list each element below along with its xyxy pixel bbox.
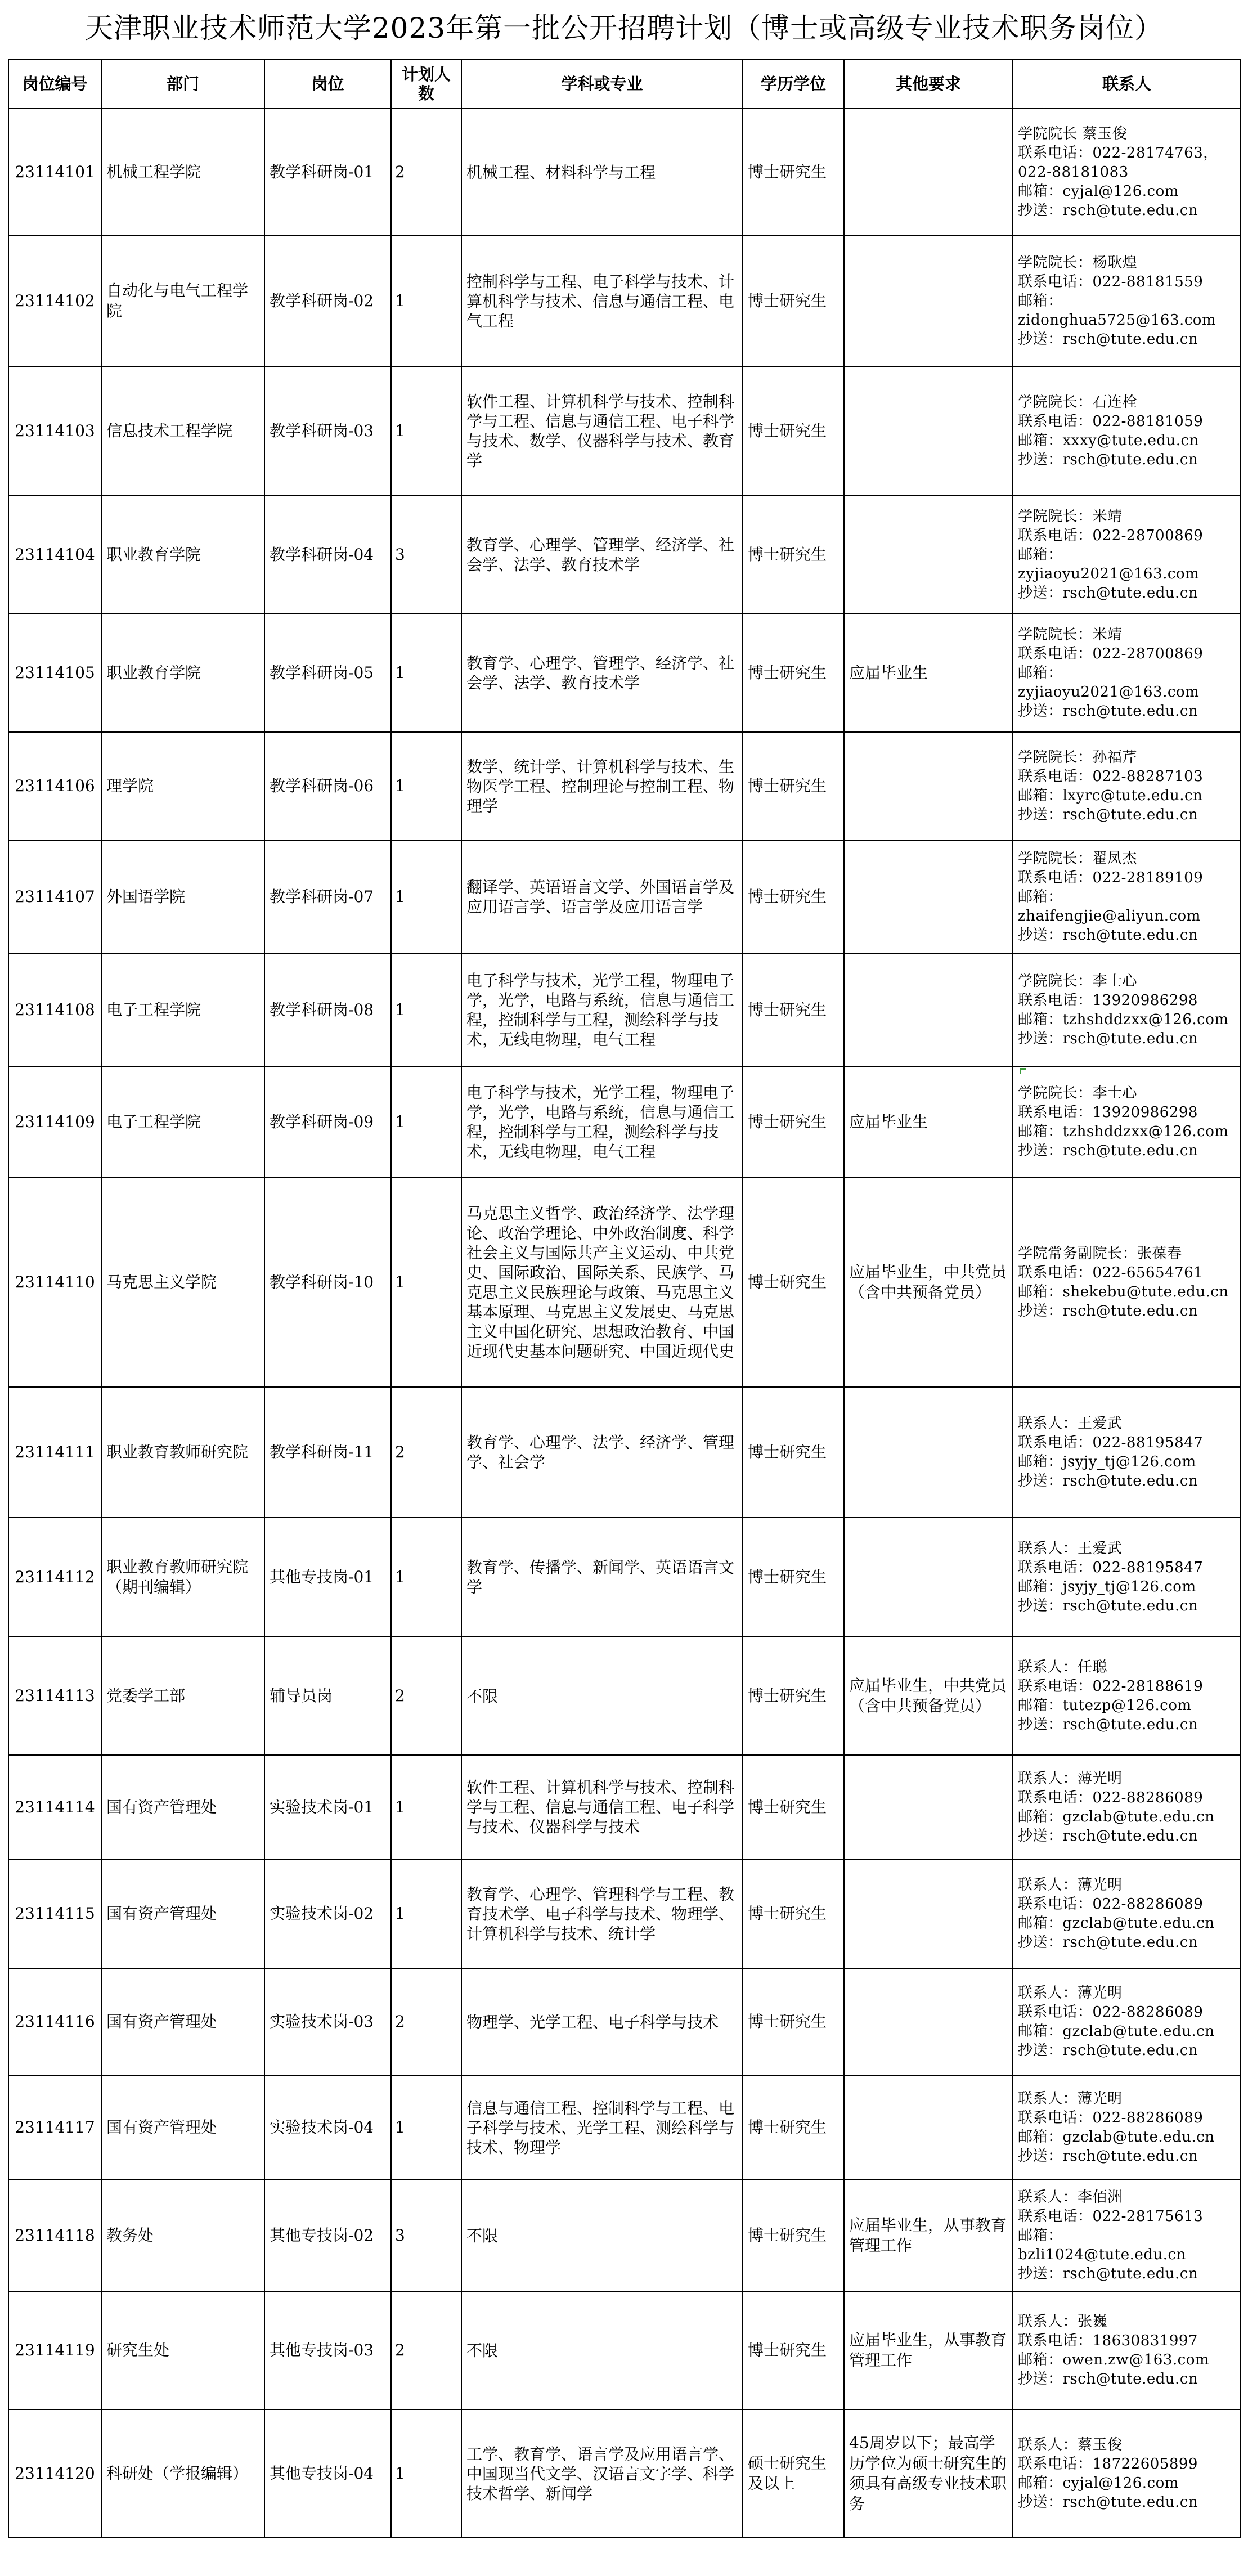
- cell-code: 23114110: [8, 1178, 101, 1387]
- table-row: [8, 2075, 1241, 2180]
- cell-degree: 博士研究生: [743, 366, 844, 496]
- cell-contact: 学院院长 蔡玉俊 联系电话：022-28174763， 022-88181083 邮箱：cyjal@126.com 抄送：rsch@tute.edu.cn: [1013, 109, 1241, 236]
- cell-other: [844, 236, 1013, 366]
- cell-major: 控制科学与工程、电子科学与技术、计算机科学与技术、信息与通信工程、电气工程: [461, 236, 743, 366]
- cell-contact: 学院院长：杨耿煌 联系电话：022-88181559 邮箱： zidonghua5725@163.com 抄送：rsch@tute.edu.cn: [1013, 236, 1241, 366]
- cell-other: [844, 954, 1013, 1066]
- cell-dept: 国有资产管理处: [101, 2075, 264, 2180]
- table-row: [8, 1755, 1241, 1859]
- cell-dept: 职业教育教师研究院（期刊编辑）: [101, 1518, 264, 1637]
- cell-major: 教育学、心理学、管理学、经济学、社会学、法学、教育技术学: [461, 614, 743, 732]
- cell-degree: 硕士研究生及以上: [743, 2409, 844, 2538]
- cell-post: 教学科研岗-06: [264, 732, 391, 840]
- cell-other: 应届毕业生，从事教育管理工作: [844, 2180, 1013, 2291]
- cell-contact: 学院院长：米靖 联系电话：022-28700869 邮箱： zyjiaoyu2021@163.com 抄送：rsch@tute.edu.cn: [1013, 496, 1241, 614]
- cell-post: 教学科研岗-09: [264, 1066, 391, 1178]
- cell-post: 教学科研岗-11: [264, 1387, 391, 1518]
- table-row: [8, 1637, 1241, 1755]
- cell-dept: 自动化与电气工程学院: [101, 236, 264, 366]
- cell-num: 2: [391, 1387, 461, 1518]
- cell-major: 教育学、心理学、管理科学与工程、教育技术学、电子科学与技术、物理学、计算机科学与技术、统计学: [461, 1859, 743, 1968]
- cell-degree: 博士研究生: [743, 1637, 844, 1755]
- cell-code: 23114108: [8, 954, 101, 1066]
- cell-dept: 国有资产管理处: [101, 1859, 264, 1968]
- cell-num: 2: [391, 1637, 461, 1755]
- cell-code: 23114101: [8, 109, 101, 236]
- cell-degree: 博士研究生: [743, 1387, 844, 1518]
- cell-contact: 联系人：张巍 联系电话：18630831997 邮箱：owen.zw@163.com 抄送：rsch@tute.edu.cn: [1013, 2291, 1241, 2409]
- cell-other: [844, 840, 1013, 954]
- table-row: [8, 954, 1241, 1066]
- cell-dept: 研究生处: [101, 2291, 264, 2409]
- cell-num: 1: [391, 236, 461, 366]
- cell-other: [844, 496, 1013, 614]
- cell-other: [844, 1387, 1013, 1518]
- cell-contact: 联系人：薄光明 联系电话：022-88286089 邮箱：gzclab@tute.edu.cn 抄送：rsch@tute.edu.cn: [1013, 1859, 1241, 1968]
- cell-dept: 职业教育教师研究院: [101, 1387, 264, 1518]
- cell-dept: 外国语学院: [101, 840, 264, 954]
- cell-dept: 国有资产管理处: [101, 1755, 264, 1859]
- cell-degree: 博士研究生: [743, 614, 844, 732]
- cell-contact: 联系人：薄光明 联系电话：022-88286089 邮箱：gzclab@tute.edu.cn 抄送：rsch@tute.edu.cn: [1013, 1968, 1241, 2075]
- cell-contact: 联系人：王爱武 联系电话：022-88195847 邮箱：jsyjy_tj@126.com 抄送：rsch@tute.edu.cn: [1013, 1518, 1241, 1637]
- table-row: [8, 1859, 1241, 1968]
- cell-contact: 学院院长：石连栓 联系电话：022-88181059 邮箱：xxxy@tute.edu.cn 抄送：rsch@tute.edu.cn: [1013, 366, 1241, 496]
- cell-dept: 电子工程学院: [101, 1066, 264, 1178]
- cell-post: 其他专技岗-03: [264, 2291, 391, 2409]
- cell-code: 23114117: [8, 2075, 101, 2180]
- cell-contact: 联系人：薄光明 联系电话：022-88286089 邮箱：gzclab@tute.edu.cn 抄送：rsch@tute.edu.cn: [1013, 1755, 1241, 1859]
- cell-major: 不限: [461, 2180, 743, 2291]
- cell-degree: 博士研究生: [743, 1755, 844, 1859]
- cell-degree: 博士研究生: [743, 1968, 844, 2075]
- cell-other: 45周岁以下；最高学历学位为硕士研究生的须具有高级专业技术职务: [844, 2409, 1013, 2538]
- cell-other: [844, 1755, 1013, 1859]
- cell-code: 23114112: [8, 1518, 101, 1637]
- cell-code: 23114119: [8, 2291, 101, 2409]
- cell-major: 工学、教育学、语言学及应用语言学、中国现当代文学、汉语言文字学、科学技术哲学、新闻学: [461, 2409, 743, 2538]
- cell-num: 1: [391, 366, 461, 496]
- cell-other: 应届毕业生，从事教育管理工作: [844, 2291, 1013, 2409]
- recruitment-table: [8, 59, 1241, 2538]
- cell-post: 教学科研岗-01: [264, 109, 391, 236]
- cell-code: 23114105: [8, 614, 101, 732]
- cell-num: 2: [391, 1968, 461, 2075]
- cell-major: 教育学、传播学、新闻学、英语语言文学: [461, 1518, 743, 1637]
- cell-contact: 联系人：蔡玉俊 联系电话：18722605899 邮箱：cyjal@126.com 抄送：rsch@tute.edu.cn: [1013, 2409, 1241, 2538]
- cell-major: 马克思主义哲学、政治经济学、法学理论、政治学理论、中外政治制度、科学社会主义与国际共产主义运动、中共党史、国际政治、国际关系、民族学、马克思主义民族理论与政策、马克思主义基本原理、马克思主义发展史、马克思主义中国化研究、思想政治教育、中国近现代史基本问题研究、中国近现代史: [461, 1178, 743, 1387]
- table-row: [8, 109, 1241, 236]
- cell-degree: 博士研究生: [743, 236, 844, 366]
- cell-code: 23114106: [8, 732, 101, 840]
- cell-post: 辅导员岗: [264, 1637, 391, 1755]
- header-other: 其他要求: [844, 59, 1013, 109]
- cell-num: 2: [391, 109, 461, 236]
- cell-major: 电子科学与技术，光学工程，物理电子学，光学，电路与系统，信息与通信工程，控制科学与工程，测绘科学与技术，无线电物理，电气工程: [461, 954, 743, 1066]
- cell-degree: 博士研究生: [743, 2291, 844, 2409]
- cell-dept: 电子工程学院: [101, 954, 264, 1066]
- cell-num: 1: [391, 1178, 461, 1387]
- cell-code: 23114107: [8, 840, 101, 954]
- header-contact: 联系人: [1013, 59, 1241, 109]
- table-row: [8, 2291, 1241, 2409]
- cell-num: 1: [391, 732, 461, 840]
- cell-post: 教学科研岗-07: [264, 840, 391, 954]
- cell-major: 电子科学与技术，光学工程，物理电子学，光学，电路与系统，信息与通信工程，控制科学与工程，测绘科学与技术，无线电物理，电气工程: [461, 1066, 743, 1178]
- table-row: [8, 1387, 1241, 1518]
- cell-degree: 博士研究生: [743, 1859, 844, 1968]
- cell-dept: 职业教育学院: [101, 496, 264, 614]
- cell-contact: 学院院长：孙福芹 联系电话：022-88287103 邮箱：lxyrc@tute.edu.cn 抄送：rsch@tute.edu.cn: [1013, 732, 1241, 840]
- cell-dept: 党委学工部: [101, 1637, 264, 1755]
- page-title: 天津职业技术师范大学2023年第一批公开招聘计划（博士或高级专业技术职务岗位）: [84, 12, 1164, 44]
- cell-code: 23114109: [8, 1066, 101, 1178]
- cell-degree: 博士研究生: [743, 840, 844, 954]
- cell-other: 应届毕业生，中共党员（含中共预备党员）: [844, 1637, 1013, 1755]
- cell-contact: 联系人：王爱武 联系电话：022-88195847 邮箱：jsyjy_tj@126.com 抄送：rsch@tute.edu.cn: [1013, 1387, 1241, 1518]
- cell-contact: 学院院长：翟凤杰 联系电话：022-28189109 邮箱： zhaifengjie@aliyun.com 抄送：rsch@tute.edu.cn: [1013, 840, 1241, 954]
- cell-num: 2: [391, 2291, 461, 2409]
- cell-num: 1: [391, 1066, 461, 1178]
- cell-degree: 博士研究生: [743, 954, 844, 1066]
- cell-contact: 联系人：李佰洲 联系电话：022-28175613 邮箱： bzli1024@tute.edu.cn 抄送：rsch@tute.edu.cn: [1013, 2180, 1241, 2291]
- cell-code: 23114103: [8, 366, 101, 496]
- cell-degree: 博士研究生: [743, 1066, 844, 1178]
- cell-degree: 博士研究生: [743, 496, 844, 614]
- cell-degree: 博士研究生: [743, 1518, 844, 1637]
- cell-dept: 国有资产管理处: [101, 1968, 264, 2075]
- cell-num: 1: [391, 1518, 461, 1637]
- cell-dept: 理学院: [101, 732, 264, 840]
- table-row: [8, 2180, 1241, 2291]
- cell-code: 23114102: [8, 236, 101, 366]
- cell-num: 1: [391, 614, 461, 732]
- cell-contact: 学院常务副院长：张葆春 联系电话：022-65654761 邮箱：shekebu@tute.edu.cn 抄送：rsch@tute.edu.cn: [1013, 1178, 1241, 1387]
- cell-major: 软件工程、计算机科学与技术、控制科学与工程、信息与通信工程、电子科学与技术、数学、仪器科学与技术、教育学: [461, 366, 743, 496]
- cell-other: 应届毕业生: [844, 1066, 1013, 1178]
- cell-dept: 科研处（学报编辑）: [101, 2409, 264, 2538]
- table-row: [8, 1066, 1241, 1178]
- table-row: [8, 1518, 1241, 1637]
- header-dept: 部门: [101, 59, 264, 109]
- cell-code: 23114120: [8, 2409, 101, 2538]
- cell-post: 其他专技岗-02: [264, 2180, 391, 2291]
- cell-num: 1: [391, 954, 461, 1066]
- cell-degree: 博士研究生: [743, 732, 844, 840]
- header-code: 岗位编号: [8, 59, 101, 109]
- cell-major: 教育学、心理学、法学、经济学、管理学、社会学: [461, 1387, 743, 1518]
- cell-num: 3: [391, 2180, 461, 2291]
- cell-other: [844, 732, 1013, 840]
- cell-other: [844, 109, 1013, 236]
- cell-dept: 马克思主义学院: [101, 1178, 264, 1387]
- header-count: 计划人数: [391, 59, 461, 109]
- cell-degree: 博士研究生: [743, 109, 844, 236]
- cell-post: 实验技术岗-04: [264, 2075, 391, 2180]
- table-row: [8, 366, 1241, 496]
- table-row: [8, 2409, 1241, 2538]
- table-row: [8, 840, 1241, 954]
- cell-major: 软件工程、计算机科学与技术、控制科学与工程、信息与通信工程、电子科学与技术、仪器科学与技术: [461, 1755, 743, 1859]
- cell-post: 教学科研岗-08: [264, 954, 391, 1066]
- cell-post: 教学科研岗-03: [264, 366, 391, 496]
- cell-code: 23114116: [8, 1968, 101, 2075]
- cell-major: 机械工程、材料科学与工程: [461, 109, 743, 236]
- cell-dept: 信息技术工程学院: [101, 366, 264, 496]
- cell-post: 教学科研岗-05: [264, 614, 391, 732]
- cell-post: 实验技术岗-01: [264, 1755, 391, 1859]
- cell-other: [844, 1968, 1013, 2075]
- cell-contact: 联系人：任聪 联系电话：022-28188619 邮箱：tutezp@126.com 抄送：rsch@tute.edu.cn: [1013, 1637, 1241, 1755]
- cell-num: 3: [391, 496, 461, 614]
- cell-contact: 学院院长：李士心 联系电话：13920986298 邮箱：tzhshddzxx@126.com 抄送：rsch@tute.edu.cn: [1013, 1066, 1241, 1178]
- cell-post: 其他专技岗-01: [264, 1518, 391, 1637]
- table-row: [8, 496, 1241, 614]
- table-row: [8, 732, 1241, 840]
- cell-major: 翻译学、英语语言文学、外国语言学及应用语言学、语言学及应用语言学: [461, 840, 743, 954]
- cell-major: 数学、统计学、计算机科学与技术、生物医学工程、控制理论与控制工程、物理学: [461, 732, 743, 840]
- cell-code: 23114115: [8, 1859, 101, 1968]
- cell-contact: 学院院长：李士心 联系电话：13920986298 邮箱：tzhshddzxx@126.com 抄送：rsch@tute.edu.cn: [1013, 954, 1241, 1066]
- cell-dept: 机械工程学院: [101, 109, 264, 236]
- table-row: [8, 236, 1241, 366]
- header-post: 岗位: [264, 59, 391, 109]
- cell-degree: 博士研究生: [743, 2180, 844, 2291]
- corner-mark-icon: [1020, 1068, 1026, 1074]
- cell-other: [844, 366, 1013, 496]
- cell-other: [844, 1859, 1013, 1968]
- cell-post: 教学科研岗-10: [264, 1178, 391, 1387]
- header-row: [8, 59, 1241, 109]
- cell-other: [844, 2075, 1013, 2180]
- cell-post: 实验技术岗-02: [264, 1859, 391, 1968]
- table-row: [8, 1178, 1241, 1387]
- cell-num: 1: [391, 1755, 461, 1859]
- cell-contact: 学院院长：米靖 联系电话：022-28700869 邮箱： zyjiaoyu2021@163.com 抄送：rsch@tute.edu.cn: [1013, 614, 1241, 732]
- header-major: 学科或专业: [461, 59, 743, 109]
- cell-contact: 联系人：薄光明 联系电话：022-88286089 邮箱：gzclab@tute.edu.cn 抄送：rsch@tute.edu.cn: [1013, 2075, 1241, 2180]
- cell-post: 实验技术岗-03: [264, 1968, 391, 2075]
- cell-major: 教育学、心理学、管理学、经济学、社会学、法学、教育技术学: [461, 496, 743, 614]
- cell-degree: 博士研究生: [743, 1178, 844, 1387]
- cell-code: 23114118: [8, 2180, 101, 2291]
- cell-post: 教学科研岗-04: [264, 496, 391, 614]
- table-row: [8, 1968, 1241, 2075]
- cell-degree: 博士研究生: [743, 2075, 844, 2180]
- cell-major: 不限: [461, 2291, 743, 2409]
- cell-num: 1: [391, 2075, 461, 2180]
- cell-code: 23114113: [8, 1637, 101, 1755]
- cell-num: 1: [391, 840, 461, 954]
- cell-other: [844, 1518, 1013, 1637]
- cell-post: 其他专技岗-04: [264, 2409, 391, 2538]
- cell-post: 教学科研岗-02: [264, 236, 391, 366]
- cell-code: 23114111: [8, 1387, 101, 1518]
- cell-major: 物理学、光学工程、电子科学与技术: [461, 1968, 743, 2075]
- cell-other: 应届毕业生: [844, 614, 1013, 732]
- cell-major: 不限: [461, 1637, 743, 1755]
- header-degree: 学历学位: [743, 59, 844, 109]
- cell-code: 23114104: [8, 496, 101, 614]
- cell-other: 应届毕业生，中共党员（含中共预备党员）: [844, 1178, 1013, 1387]
- cell-major: 信息与通信工程、控制科学与工程、电子科学与技术、光学工程、测绘科学与技术、物理学: [461, 2075, 743, 2180]
- cell-dept: 职业教育学院: [101, 614, 264, 732]
- cell-dept: 教务处: [101, 2180, 264, 2291]
- cell-code: 23114114: [8, 1755, 101, 1859]
- cell-num: 1: [391, 2409, 461, 2538]
- table-row: [8, 614, 1241, 732]
- cell-num: 1: [391, 1859, 461, 1968]
